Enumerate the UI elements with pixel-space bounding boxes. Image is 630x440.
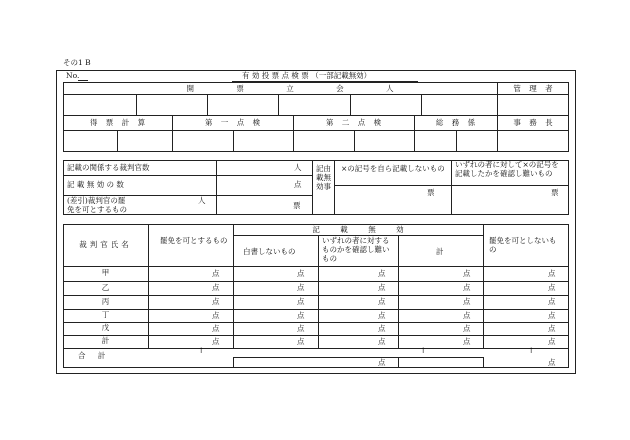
point-unit: 点	[378, 297, 386, 306]
point-unit: 点	[463, 311, 471, 320]
x-mark-self-label: ×の記号を自ら記載しないもの	[341, 164, 445, 173]
subtotal-header: 計	[436, 247, 444, 256]
point-unit: 点	[548, 283, 556, 292]
invalid-reason-label: 記由載無効事	[316, 164, 331, 191]
grand-total-label: 合 計	[78, 351, 106, 360]
form-id: その1 B	[63, 58, 91, 67]
judge-name-row: 丙	[101, 297, 110, 306]
tokuhyo-keisan-header: 得 票 計 算	[89, 118, 146, 127]
point-unit: 点	[463, 269, 471, 278]
up-arrow-icon: ↑	[528, 346, 535, 355]
judge-name-row: 甲	[101, 268, 110, 277]
point-unit: 点	[378, 283, 386, 292]
point-unit: 点	[548, 297, 556, 306]
judge-name-row: 乙	[101, 283, 110, 292]
dismiss-not-ok-header: 罷免を可としないもの	[489, 236, 557, 254]
invalid-header: 記 載 無 効	[312, 225, 404, 234]
point-unit: 点	[463, 337, 471, 346]
judge-count-unit: 人	[294, 163, 302, 172]
point-unit: 点	[297, 269, 305, 278]
point-unit: 点	[297, 337, 305, 346]
dismiss-ok-unit-b: 票	[293, 201, 301, 210]
point-unit: 点	[548, 311, 556, 320]
up-arrow-icon: ↑	[420, 346, 427, 355]
point-unit: 点	[212, 269, 220, 278]
judge-name-row: 丁	[101, 310, 110, 319]
dismiss-ok-label-b: 免を可とするもの	[67, 205, 127, 214]
point-unit: 点	[548, 324, 556, 333]
judge-name-header: 裁判官氏名	[79, 240, 132, 249]
somu-kakari-header: 総 務 係	[435, 118, 476, 127]
point-unit: 点	[297, 297, 305, 306]
point-unit: 点	[212, 337, 220, 346]
grand-total-unit: 点	[378, 358, 386, 367]
point-unit: 点	[463, 297, 471, 306]
point-unit: 点	[378, 269, 386, 278]
point-unit: 点	[548, 337, 556, 346]
daini-tenken-header: 第 二 点 検	[325, 118, 382, 127]
point-unit: 点	[378, 337, 386, 346]
number-label: No.	[66, 71, 80, 80]
dismiss-ok-unit-a: 人	[198, 196, 206, 205]
point-unit: 点	[212, 324, 220, 333]
dismiss-ok-header: 罷免を可とするもの	[160, 236, 228, 245]
up-arrow-icon: ↑	[198, 346, 205, 355]
point-unit: 点	[212, 283, 220, 292]
point-unit: 点	[212, 311, 220, 320]
point-unit: 点	[548, 269, 556, 278]
daiichi-tenken-header: 第 一 点 検	[204, 118, 261, 127]
point-unit: 点	[378, 311, 386, 320]
point-unit: 点	[463, 283, 471, 292]
jimucho-header: 事 務 長	[513, 118, 553, 127]
dismiss-ok-label-a: (差引)裁判官の罷	[67, 196, 126, 205]
point-unit: 点	[297, 324, 305, 333]
hard-to-confirm-label: いずれの者に対して×の記号を記載したかを確認し難いもの	[455, 160, 559, 178]
invalid-count-unit: 点	[294, 180, 302, 189]
point-unit: 点	[378, 324, 386, 333]
point-unit: 点	[463, 324, 471, 333]
point-unit: 点	[297, 311, 305, 320]
form-title: 有 効 投 票 点 検 票 （一部記載無効）	[242, 71, 372, 80]
judge-name-row: 計	[101, 336, 110, 345]
x-mark-self-unit: 票	[427, 188, 435, 197]
point-unit: 点	[212, 297, 220, 306]
judge-name-row: 戊	[101, 323, 110, 332]
point-unit: 点	[297, 283, 305, 292]
hard-to-confirm-unit: 票	[551, 188, 559, 197]
grand-total-unit: 点	[548, 358, 556, 367]
hard-to-confirm-header: いずれの者に対するものかを確認し難いもの	[322, 236, 390, 263]
kanrisha-header: 管 理 者	[513, 84, 553, 93]
kaihyo-tachiai-header: 開 票 立 会 人	[186, 84, 394, 93]
not-written-header: 白書しないもの	[243, 247, 296, 256]
invalid-count-label: 記 載 無 効 の 数	[67, 180, 124, 189]
judge-count-label: 記載の関係する裁判官数	[67, 163, 150, 172]
